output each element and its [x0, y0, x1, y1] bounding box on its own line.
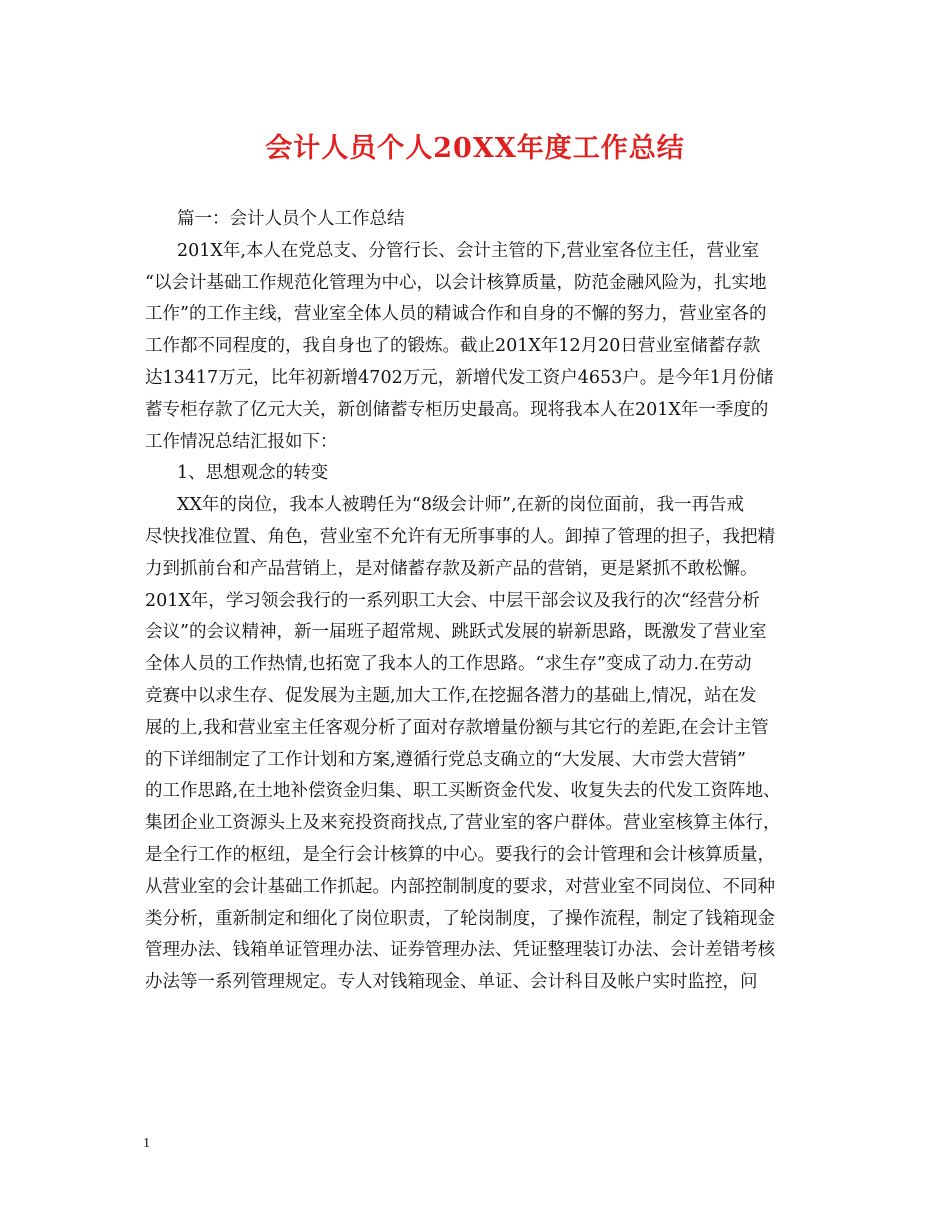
paragraph-line: 201X年,本人在党总支、分管行长、会计主管的下,营业室各位主任，营业室 — [177, 240, 759, 261]
page-number: 1 — [143, 1136, 150, 1151]
paragraph-line: 201X年，学习领会我行的一系列职工大会、中层干部会议及我行的次“经营分析 — [145, 590, 760, 611]
paragraph-line: 工作”的工作主线，营业室全体人员的精诚合作和自身的不懈的努力，营业室各的 — [145, 304, 767, 325]
paragraph-line: 类分析，重新制定和细化了岗位职责，了轮岗制度，了操作流程，制定了钱箱现金 — [145, 908, 775, 929]
paragraph-line: 尽快找准位置、角色，营业室不允许有无所事事的人。卸掉了管理的担子，我把精 — [145, 526, 775, 547]
paragraph-line: 会议”的会议精神，新一届班子超常规、跳跃式发展的崭新思路，既激发了营业室 — [145, 622, 767, 643]
document-body — [145, 204, 825, 999]
paragraph-line: 的工作思路,在土地补偿资金归集、职工买断资金代发、收复失去的代发工资阵地、 — [145, 781, 781, 802]
document-title: 会计人员个人20XX年度工作总结 — [265, 133, 685, 164]
paragraph-line: “以会计基础工作规范化管理为中心，以会计核算质量，防范金融风险为，扎实地 — [145, 272, 767, 293]
paragraph-line: 办法等一系列管理规定。专人对钱箱现金、单证、会计科目及帐户实时监控，问 — [145, 972, 758, 993]
paragraph-line: 竞赛中以求生存、促发展为主题,加大工作,在挖掘各潜力的基础上,情况，站在发 — [145, 685, 757, 706]
paragraph-line: 工作都不同程度的，我自身也了的锻炼。截止201X年12月20日营业室储蓄存款 — [145, 336, 761, 357]
paragraph-line: 达13417万元，比年初新增4702万元，新增代发工资户4653户。是今年1月份储 — [145, 367, 774, 388]
paragraph-line: 全体人员的工作热情,也拓宽了我本人的工作思路。“求生存”变成了动力.在劳动 — [145, 654, 752, 675]
subsection-heading: 1、思想观念的转变 — [177, 463, 329, 484]
paragraph-line: 集团企业工资源头上及来兖投资商找点,了营业室的客户群体。营业室核算主体行， — [145, 813, 781, 834]
paragraph-line: 工作情况总结汇报如下： — [145, 431, 338, 452]
paragraph-line: 力到抓前台和产品营销上，是对储蓄存款及新产品的营销，更是紧抓不敢松懈。 — [145, 558, 758, 579]
paragraph-line: 从营业室的会计基础工作抓起。内部控制制度的要求，对营业室不同岗位、不同种 — [145, 876, 775, 897]
paragraph-line: 蓄专柜存款了亿元大关，新创储蓄专柜历史最高。现将我本人在201X年一季度的 — [145, 399, 769, 420]
paragraph-line: 展的上,我和营业室主任客观分析了面对存款增量份额与其它行的差距,在会计主管 — [145, 717, 769, 738]
paragraph-line: 是全行工作的枢纽，是全行会计核算的中心。要我行的会计管理和会计核算质量， — [145, 844, 775, 865]
paragraph-line: XX年的岗位，我本人被聘任为“8级会计师”,在新的岗位面前，我一再告戒 — [177, 495, 745, 516]
paragraph-line: 的下详细制定了工作计划和方案,遵循行党总支确立的“大发展、大市尝大营销” — [145, 749, 746, 770]
paragraph-line: 管理办法、钱箱单证管理办法、证券管理办法、凭证整理装订办法、会计差错考核 — [145, 940, 775, 961]
section-heading: 篇一：会计人员个人工作总结 — [177, 209, 405, 229]
